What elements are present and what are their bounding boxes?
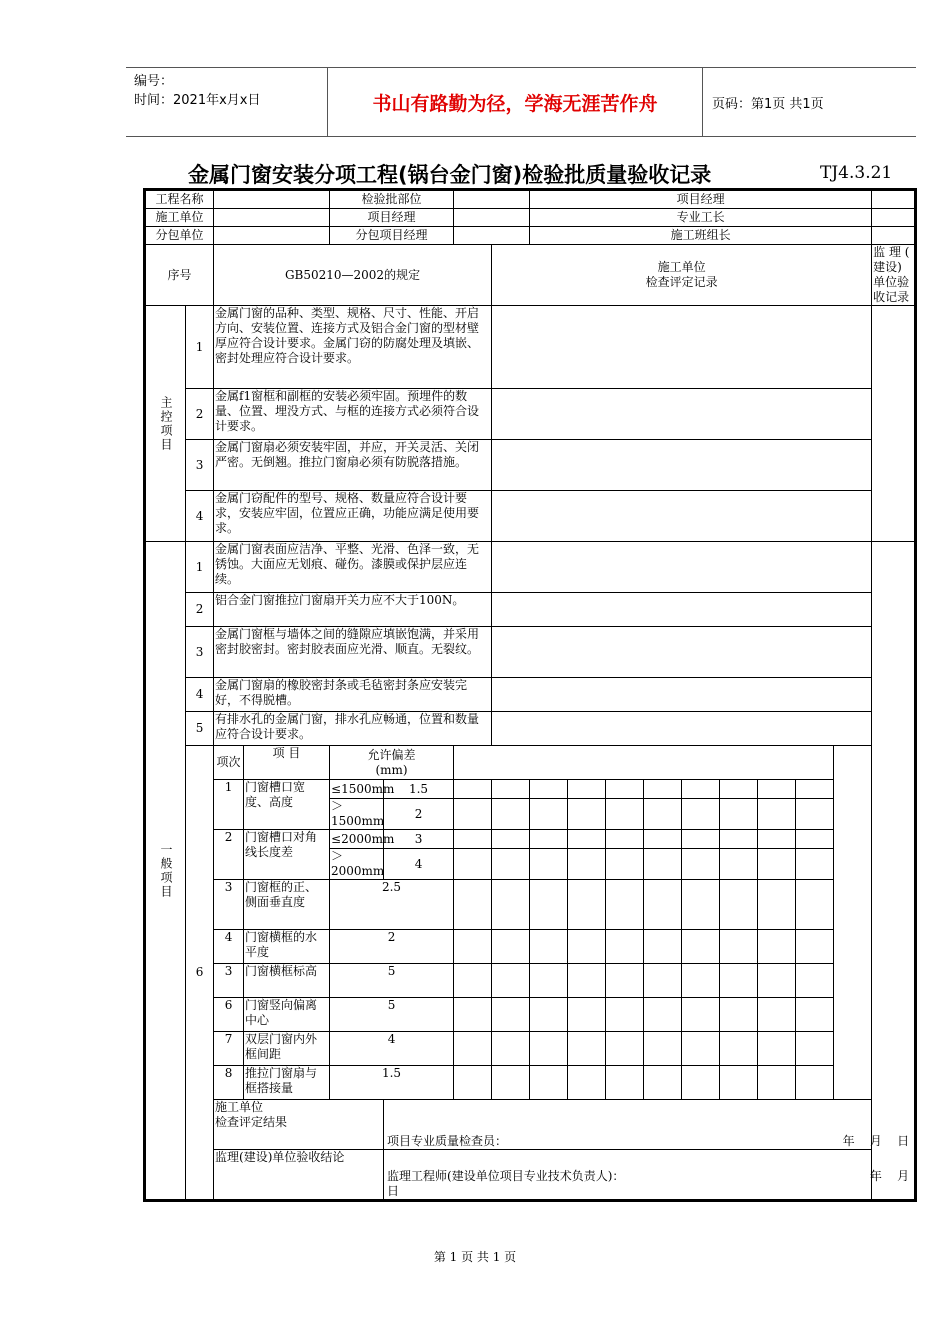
measure-cell[interactable] [568, 1032, 606, 1066]
measure-cell[interactable] [530, 849, 568, 880]
inspector-label: 项目专业质量检查员： [387, 1134, 508, 1148]
table-row [146, 491, 915, 542]
measure-cell[interactable] [796, 1066, 834, 1100]
tolerance-condition: ≤2000mm [330, 830, 384, 849]
tolerance-no: 1 [214, 780, 244, 830]
result-cell[interactable] [384, 1100, 915, 1150]
measure-cell[interactable] [530, 799, 568, 830]
measure-cell[interactable] [758, 998, 796, 1032]
measure-cell[interactable] [454, 880, 492, 930]
measure-cell[interactable] [796, 964, 834, 998]
table-row [146, 1100, 915, 1150]
measure-cell[interactable] [454, 849, 492, 880]
tolerance-no: 4 [214, 930, 244, 964]
table-row [146, 191, 915, 209]
table-row [146, 627, 915, 678]
table-row [146, 1150, 915, 1200]
table-row [146, 678, 915, 712]
header-allowance: 允许偏差 (mm) [330, 746, 454, 780]
measure-cell[interactable] [492, 930, 530, 964]
measure-cell[interactable] [682, 1066, 720, 1100]
item-number: 2 [186, 593, 214, 627]
measure-cell[interactable] [682, 880, 720, 930]
table-row [146, 930, 915, 964]
label-project-manager: 项目经理 [530, 191, 872, 209]
measure-cell[interactable] [568, 998, 606, 1032]
table-body [146, 191, 915, 1200]
label-sub-manager: 分包项目经理 [330, 227, 454, 245]
value-foreman[interactable] [872, 209, 915, 227]
measure-cell[interactable] [606, 964, 644, 998]
header-item: 项 目 [244, 746, 330, 780]
measure-cell[interactable] [606, 799, 644, 830]
table-row [146, 964, 915, 998]
item-number: 1 [186, 306, 214, 389]
tolerance-no: 8 [214, 1066, 244, 1100]
measure-cell[interactable] [568, 780, 606, 799]
result-date: 年 月 日 [842, 1134, 910, 1148]
measure-cell[interactable] [682, 998, 720, 1032]
value-sub-unit[interactable] [214, 227, 330, 245]
measure-cell[interactable] [720, 1032, 758, 1066]
tolerance-item: 门窗槽口宽度、高度 [244, 780, 330, 830]
table-row [146, 306, 915, 389]
measure-cell[interactable] [492, 799, 530, 830]
result-label: 施工单位 检查评定结果 [214, 1100, 384, 1150]
tolerance-item: 门窗横框的水平度 [244, 930, 330, 964]
item-requirement: 金属门窗框与墙体之间的缝隙应填嵌饱满，并采用密封胶密封。密封胶表面应光滑、顺直。无裂纹。 [214, 627, 492, 678]
check-record-cell[interactable] [492, 678, 872, 712]
measure-cell[interactable] [530, 880, 568, 930]
item-requirement: 金属f1窗框和副框的安装必须牢固。预埋件的数量、位置、埋没方式、与框的连接方式必须符合设计要求。 [214, 389, 492, 440]
item-number: 5 [186, 712, 214, 746]
tolerance-item: 双层门窗内外框间距 [244, 1032, 330, 1066]
measure-cell[interactable] [682, 930, 720, 964]
measure-cell[interactable] [606, 849, 644, 880]
conclusion-date: 年 月 [869, 1169, 910, 1183]
document-code: TJ4.3.21 [820, 163, 893, 183]
table-row [146, 712, 915, 746]
measure-cell[interactable] [758, 1032, 796, 1066]
table-row [146, 542, 915, 593]
tolerance-no: 6 [214, 998, 244, 1032]
header-check-record: 施工单位 检查评定记录 [492, 245, 872, 306]
check-record-cell[interactable] [492, 389, 872, 440]
tolerance-value: 5 [330, 998, 454, 1032]
measure-cell[interactable] [644, 998, 682, 1032]
measure-cell[interactable] [758, 830, 796, 849]
measure-cell[interactable] [530, 998, 568, 1032]
tolerance-value: 2 [384, 799, 454, 830]
value-team-leader[interactable] [872, 227, 915, 245]
measure-cell[interactable] [530, 964, 568, 998]
group-general: 一般项目 [146, 542, 186, 1200]
table-row [146, 440, 915, 491]
tolerance-condition: ＞2000mm [331, 849, 385, 878]
measure-cell[interactable] [568, 799, 606, 830]
measure-cell[interactable] [796, 799, 834, 830]
label-project-manager-2: 项目经理 [330, 209, 454, 227]
measure-cell[interactable] [530, 1032, 568, 1066]
tolerance-value: 3 [384, 830, 454, 849]
page-header [126, 67, 916, 137]
value-inspection-part[interactable] [454, 191, 530, 209]
measure-cell[interactable] [454, 780, 492, 799]
tolerance-item: 门窗槽口对角线长度差 [244, 830, 330, 880]
tolerance-item: 门窗竖向偏离中心 [244, 998, 330, 1032]
item-number: 6 [186, 746, 214, 1200]
table-row [146, 1032, 915, 1066]
table-row [146, 209, 915, 227]
measure-cell[interactable] [454, 930, 492, 964]
measure-cell[interactable] [720, 780, 758, 799]
measure-cell[interactable] [644, 1032, 682, 1066]
supervision-cell[interactable] [872, 306, 915, 542]
check-record-cell[interactable] [492, 491, 872, 542]
measure-cell[interactable] [796, 998, 834, 1032]
measure-cell[interactable] [492, 964, 530, 998]
tolerance-value: 2 [330, 930, 454, 964]
table-row [146, 593, 915, 627]
check-record-cell[interactable] [492, 306, 872, 389]
page-footer: 第 1 页 共 1 页 [433, 1250, 517, 1264]
measure-cell[interactable] [644, 930, 682, 964]
page-label: 页码：第1页 共1页 [712, 96, 824, 112]
measure-cell[interactable] [796, 849, 834, 880]
measure-cell[interactable] [758, 780, 796, 799]
table-row [146, 780, 915, 799]
measure-cell[interactable] [606, 780, 644, 799]
value-construction-unit[interactable] [214, 209, 330, 227]
value-project-name[interactable] [214, 191, 330, 209]
measure-cell[interactable] [720, 849, 758, 880]
measure-cell[interactable] [492, 998, 530, 1032]
measure-cell[interactable] [530, 780, 568, 799]
measure-cell[interactable] [796, 780, 834, 799]
tolerance-value: 1.5 [330, 1066, 454, 1100]
tolerance-value: 2.5 [330, 880, 454, 930]
measure-cell[interactable] [644, 849, 682, 880]
measure-cell[interactable] [530, 1066, 568, 1100]
measure-cell[interactable] [796, 830, 834, 849]
item-requirement: 有排水孔的金属门窗，排水孔应畅通，位置和数量应符合设计要求。 [214, 712, 492, 746]
measure-cell[interactable] [720, 998, 758, 1032]
measure-cell[interactable] [682, 780, 720, 799]
table-row [146, 227, 915, 245]
measure-cell[interactable] [492, 849, 530, 880]
tolerance-no: 2 [214, 830, 244, 880]
measure-cell[interactable] [644, 964, 682, 998]
measure-cell[interactable] [720, 964, 758, 998]
motto: 书山有路勤为径，学海无涯苦作舟 [328, 68, 703, 136]
tolerance-value: 4 [330, 1032, 454, 1066]
measure-cell[interactable] [758, 799, 796, 830]
item-requirement: 金属门窗表面应洁净、平整、光滑、色泽一致，无锈蚀。大面应无划痕、碰伤。漆膜或保护层应连续。 [214, 542, 492, 593]
check-record-cell[interactable] [492, 627, 872, 678]
item-requirement: 金属门窃配件的型号、规格、数量应符合设计要求，安装应牢固，位置应正确，功能应满足使用要求。 [214, 491, 492, 542]
label-sub-unit: 分包单位 [146, 227, 214, 245]
measure-cell[interactable] [492, 1066, 530, 1100]
measure-cell[interactable] [454, 964, 492, 998]
item-number: 4 [186, 678, 214, 712]
number-label: 编号： [134, 74, 174, 89]
measure-cell[interactable] [682, 849, 720, 880]
item-requirement: 金属门窗扇的橡胶密封条或毛毡密封条应安装完好，不得脱槽。 [214, 678, 492, 712]
measure-cell[interactable] [530, 830, 568, 849]
measure-cell[interactable] [720, 1066, 758, 1100]
measure-cell[interactable] [606, 1032, 644, 1066]
conclusion-day: 日 [387, 1184, 400, 1198]
item-number: 3 [186, 440, 214, 491]
measure-cell[interactable] [644, 880, 682, 930]
header-supervision: 监 理 ( 建设)单位验收记录 [872, 245, 915, 306]
label-inspection-part: 检验批部位 [330, 191, 454, 209]
blank-cell [454, 746, 834, 780]
measure-cell[interactable] [568, 849, 606, 880]
measure-cell[interactable] [720, 930, 758, 964]
measure-cell[interactable] [492, 780, 530, 799]
item-number: 2 [186, 389, 214, 440]
measure-cell[interactable] [454, 998, 492, 1032]
tolerance-no: 3 [214, 880, 244, 930]
inspection-table [145, 190, 915, 1200]
measure-cell[interactable] [796, 1032, 834, 1066]
table-row [146, 1066, 915, 1100]
measure-cell[interactable] [568, 964, 606, 998]
header-seq: 序号 [146, 245, 214, 306]
measure-cell[interactable] [758, 849, 796, 880]
tolerance-no: 3 [214, 964, 244, 998]
measure-cell[interactable] [758, 880, 796, 930]
measure-cell[interactable] [568, 930, 606, 964]
measure-cell[interactable] [682, 799, 720, 830]
check-record-cell[interactable] [492, 440, 872, 491]
measure-cell[interactable] [454, 830, 492, 849]
measure-cell[interactable] [454, 799, 492, 830]
item-requirement: 金属门窗的品种、类型、规格、尺寸、性能、开启方向、安装位置、连接方式及铝合金门窗的型材壁厚应符合设计要求。金属门窃的防腐处理及填嵌、密封处理应符合设计要求。 [214, 306, 492, 389]
tolerance-value: 5 [330, 964, 454, 998]
measure-cell[interactable] [720, 799, 758, 830]
label-project-name: 工程名称 [146, 191, 214, 209]
measure-cell[interactable] [682, 830, 720, 849]
engineer-label: 监理工程师(建设单位项目专业技术负责人)： [387, 1169, 625, 1183]
value-sub-manager[interactable] [454, 227, 530, 245]
tolerance-value: 4 [384, 849, 454, 880]
tolerance-item: 门窗横框标高 [244, 964, 330, 998]
measure-cell[interactable] [796, 880, 834, 930]
measure-cell[interactable] [644, 830, 682, 849]
measure-cell[interactable] [492, 880, 530, 930]
measure-cell[interactable] [682, 964, 720, 998]
table-row [146, 746, 915, 780]
measure-cell[interactable] [568, 880, 606, 930]
item-requirement: 铝合金门窗推拉门窗扇开关力应不大于100N。 [214, 593, 492, 627]
measure-cell[interactable] [644, 1066, 682, 1100]
value-project-manager[interactable] [872, 191, 915, 209]
tolerance-no: 7 [214, 1032, 244, 1066]
table-row [146, 880, 915, 930]
measure-cell[interactable] [720, 880, 758, 930]
group-main-control: 主控项目 [146, 306, 186, 542]
table-row [146, 998, 915, 1032]
measure-cell[interactable] [606, 1066, 644, 1100]
conclusion-cell[interactable] [384, 1150, 915, 1200]
measure-cell[interactable] [682, 1032, 720, 1066]
measure-cell[interactable] [454, 1066, 492, 1100]
tolerance-condition: ≤1500mm [330, 780, 384, 799]
measure-cell[interactable] [606, 930, 644, 964]
time-label: 时间：2021年x月x日 [134, 93, 261, 108]
measure-cell[interactable] [758, 964, 796, 998]
table-row [146, 389, 915, 440]
tolerance-value: 1.5 [384, 780, 454, 799]
item-number: 4 [186, 491, 214, 542]
measure-cell[interactable] [530, 930, 568, 964]
measure-cell[interactable] [454, 1032, 492, 1066]
measure-cell[interactable] [758, 1066, 796, 1100]
value-project-manager-2[interactable] [454, 209, 530, 227]
measure-cell[interactable] [492, 1032, 530, 1066]
check-record-cell[interactable] [492, 712, 872, 746]
measure-cell[interactable] [644, 799, 682, 830]
measure-cell[interactable] [568, 830, 606, 849]
measure-cell[interactable] [796, 930, 834, 964]
tolerance-item: 门窗框的正、侧面垂直度 [244, 880, 330, 930]
measure-cell[interactable] [644, 780, 682, 799]
measure-cell[interactable] [720, 830, 758, 849]
document-title: 金属门窗安装分项工程(锅台金门窗)检验批质量验收记录 [188, 163, 712, 187]
label-foreman: 专业工长 [530, 209, 872, 227]
table-row [146, 245, 915, 306]
check-record-cell[interactable] [492, 542, 872, 593]
table-row [146, 830, 915, 849]
label-construction-unit: 施工单位 [146, 209, 214, 227]
header-standard: GB50210—2002的规定 [214, 245, 492, 306]
header-item-no: 项次 [214, 746, 244, 780]
item-number: 1 [186, 542, 214, 593]
tolerance-item: 推拉门窗扇与框搭接量 [244, 1066, 330, 1100]
check-record-cell[interactable] [492, 593, 872, 627]
item-number: 3 [186, 627, 214, 678]
measure-cell[interactable] [758, 930, 796, 964]
tolerance-condition: ＞1500mm [331, 799, 385, 828]
header-meta [126, 68, 328, 136]
label-team-leader: 施工班组长 [530, 227, 872, 245]
measure-cell[interactable] [492, 830, 530, 849]
measure-cell[interactable] [606, 880, 644, 930]
measure-cell[interactable] [568, 1066, 606, 1100]
conclusion-label: 监理(建设)单位验收结论 [214, 1150, 384, 1200]
measure-cell[interactable] [606, 998, 644, 1032]
measure-cell[interactable] [606, 830, 644, 849]
item-requirement: 金属门窗扇必须安装牢固，并应，开关灵活、关闭严密。无倒翘。推拉门窗扇必须有防脱落措施。 [214, 440, 492, 491]
